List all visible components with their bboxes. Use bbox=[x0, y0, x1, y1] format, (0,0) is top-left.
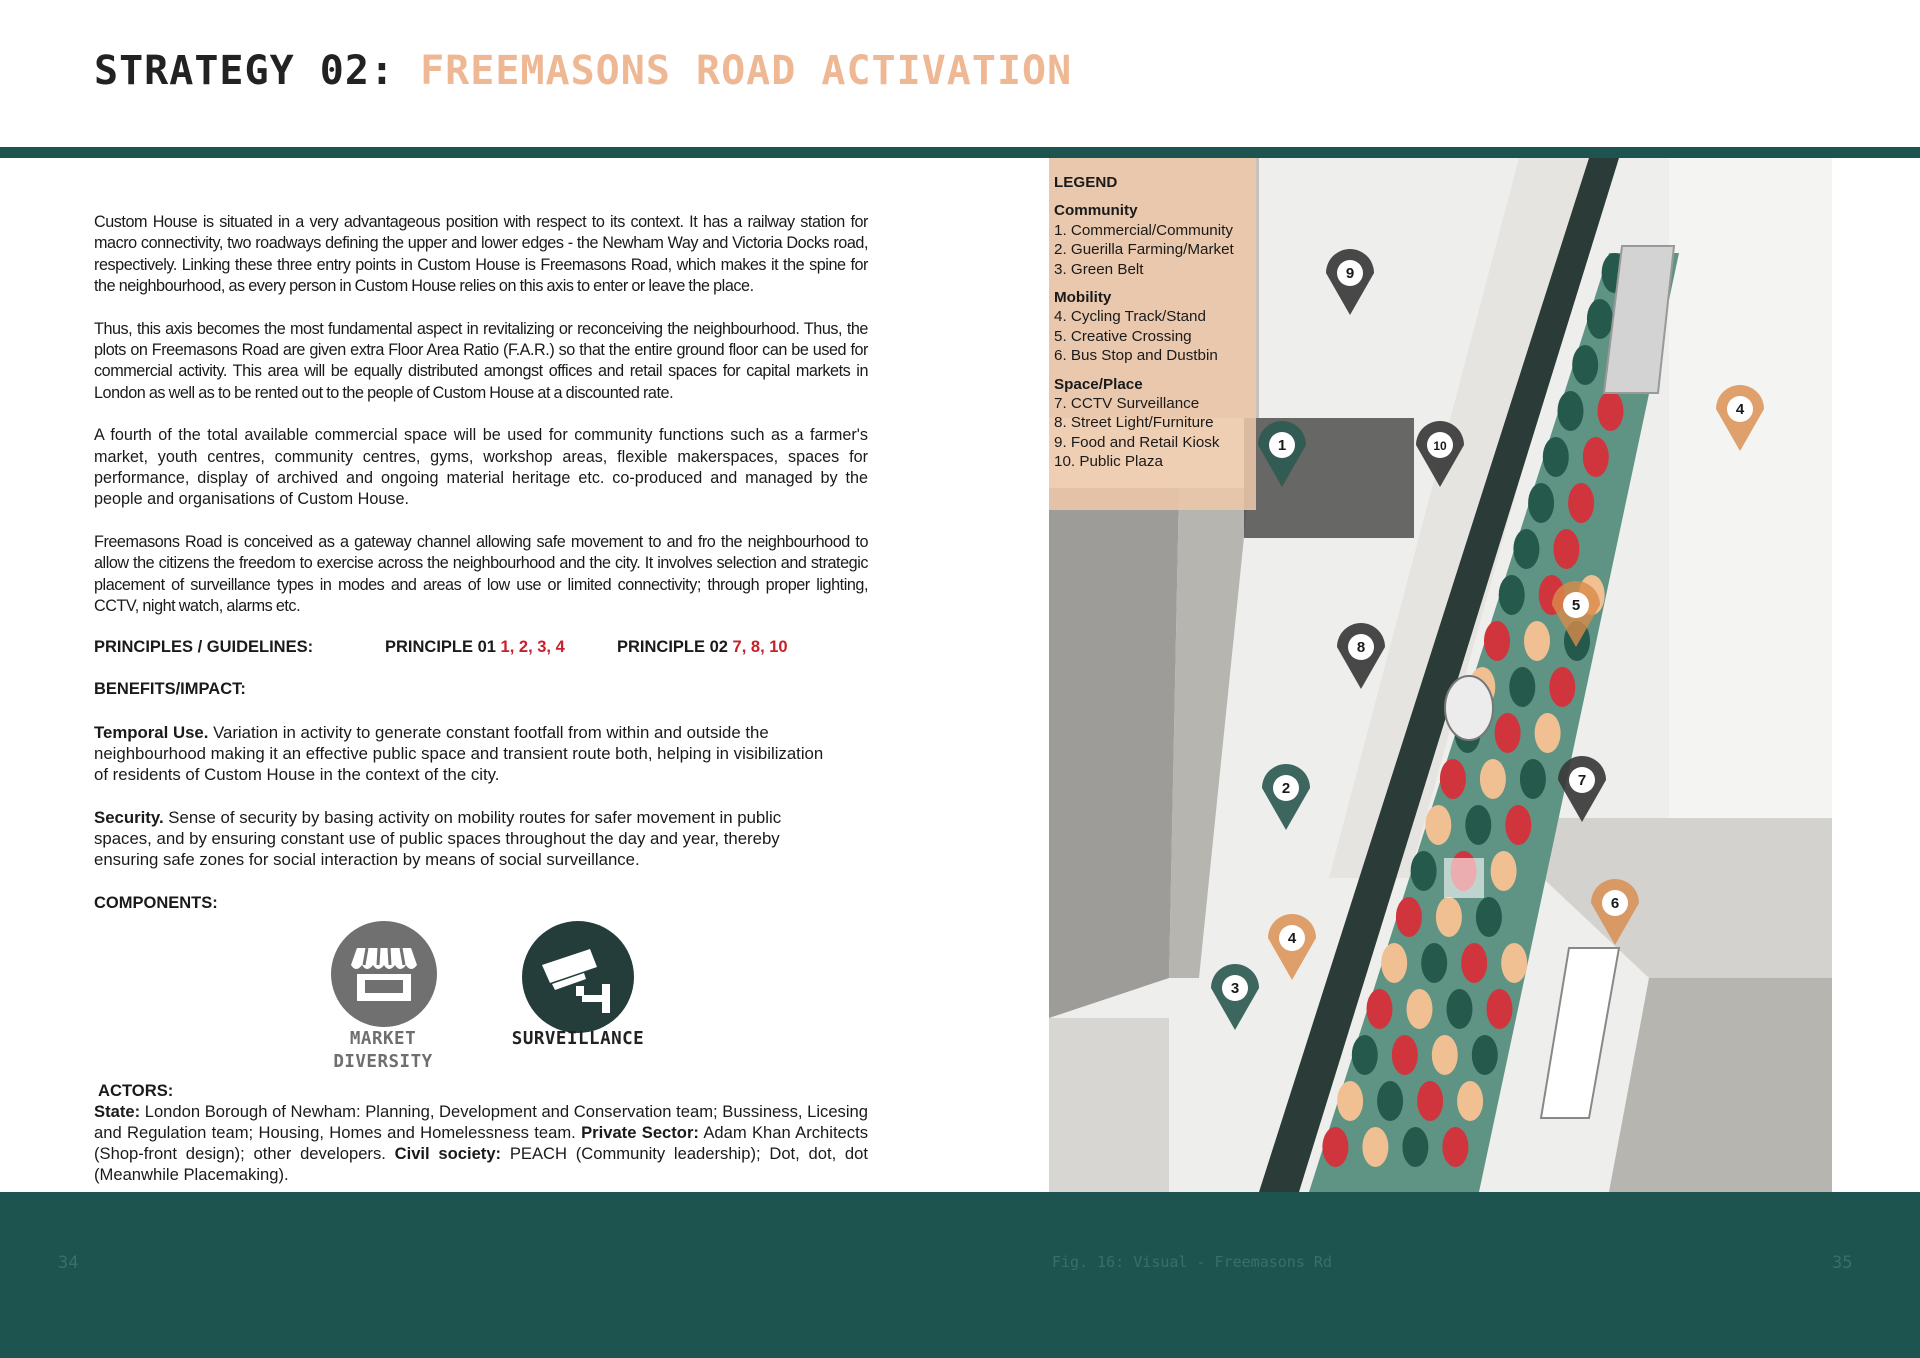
road-dot bbox=[1587, 299, 1613, 339]
road-dot bbox=[1476, 897, 1502, 937]
market-stall-icon bbox=[331, 921, 437, 1027]
page-number-right: 35 bbox=[1832, 1253, 1853, 1273]
map-marker-label: 2 bbox=[1281, 780, 1291, 797]
road-dot bbox=[1367, 989, 1393, 1029]
road-dot bbox=[1499, 575, 1525, 615]
road-dot bbox=[1402, 1127, 1428, 1167]
road-dot bbox=[1425, 805, 1451, 845]
road-dot bbox=[1598, 391, 1624, 431]
actors-heading: ACTORS: bbox=[98, 1081, 174, 1100]
market-label-line-1: MARKET bbox=[349, 1029, 417, 1049]
map-marker-label: 3 bbox=[1230, 980, 1240, 997]
page-title bbox=[94, 48, 1072, 94]
surveillance-label: SURVEILLANCE bbox=[511, 1029, 645, 1049]
security-label: Security. bbox=[94, 808, 164, 827]
road-dot bbox=[1432, 1035, 1458, 1075]
principle-01 bbox=[385, 638, 565, 657]
body-paragraph: Custom House is situated in a very advantageous position with respect to its context. It has a railway station for macro connectivity, two roadways defining the upper and lower edges - the Newham Way and Victoria Docks road, respectively. Linking these three entry points in Custom House is Freemasons Road, which makes it the spine for the neighbourhood, as every person in Custom House relies on this axis to enter or leave the place. bbox=[94, 213, 868, 296]
map-marker-label: 8 bbox=[1356, 639, 1366, 656]
temporal-use-label: Temporal Use. bbox=[94, 723, 209, 742]
road-dot bbox=[1447, 989, 1473, 1029]
road-dot bbox=[1436, 897, 1462, 937]
road-dot bbox=[1583, 437, 1609, 477]
benefits-heading: BENEFITS/IMPACT: bbox=[94, 680, 246, 698]
road-dot bbox=[1417, 1081, 1443, 1121]
security-paragraph bbox=[94, 807, 824, 871]
road-dot bbox=[1543, 437, 1569, 477]
road-dot bbox=[1553, 529, 1579, 569]
road-dot bbox=[1505, 805, 1531, 845]
map-marker-label: 9 bbox=[1345, 265, 1355, 282]
map-marker-label: 5 bbox=[1571, 597, 1581, 614]
footer-bar bbox=[0, 1192, 1920, 1358]
road-dot bbox=[1472, 1035, 1498, 1075]
legend-title: LEGEND bbox=[1054, 174, 1118, 191]
body-text bbox=[94, 212, 868, 639]
actors-section bbox=[94, 1080, 868, 1185]
security-text: Sense of security by basing activity on mobility routes for safer movement in public spaces, and by ensuring constant use of public spaces throughout the day and year, thereby ensuring safe zones for social interaction by means of social surveillance. bbox=[94, 808, 782, 870]
figure-caption: Fig. 16: Visual - Freemasons Rd bbox=[1052, 1253, 1332, 1271]
road-dot bbox=[1487, 989, 1513, 1029]
legend-item: 4. Cycling Track/Stand bbox=[1054, 308, 1206, 326]
components-heading: COMPONENTS: bbox=[94, 894, 218, 912]
road-dot bbox=[1442, 1127, 1468, 1167]
legend-item: 7. CCTV Surveillance bbox=[1054, 395, 1200, 413]
body-paragraph: A fourth of the total available commercial space will be used for community functions such as a farmer's market, youth centres, community centres, gyms, workshop areas, flexible makerspaces, spaces for performance, display of archived and ongoing material heritage etc. co-produced and managed by the people and organisations of Custom House. bbox=[94, 426, 868, 509]
legend-item: 8. Street Light/Furniture bbox=[1054, 414, 1214, 432]
road-dot bbox=[1513, 529, 1539, 569]
principle-01-label: PRINCIPLE 01 bbox=[385, 638, 496, 656]
road-dot bbox=[1407, 989, 1433, 1029]
road-dot bbox=[1549, 667, 1575, 707]
road-dot bbox=[1440, 759, 1466, 799]
principle-02-label: PRINCIPLE 02 bbox=[617, 638, 728, 656]
road-dot bbox=[1465, 805, 1491, 845]
map-marker-label: 6 bbox=[1610, 895, 1620, 912]
road-dot bbox=[1520, 759, 1546, 799]
header-divider-bar bbox=[0, 147, 1920, 158]
legend-group-mobility: Mobility bbox=[1054, 289, 1112, 307]
road-dot bbox=[1381, 943, 1407, 983]
principle-02-values: 7, 8, 10 bbox=[732, 638, 788, 656]
road-dot bbox=[1568, 483, 1594, 523]
market-diversity-label bbox=[312, 1028, 454, 1074]
map-marker-label: 4 bbox=[1287, 930, 1297, 947]
legend-group-community: Community bbox=[1054, 202, 1138, 220]
map-marker-label: 1 bbox=[1277, 437, 1287, 454]
road-dot bbox=[1572, 345, 1598, 385]
road-dot bbox=[1337, 1081, 1363, 1121]
road-dot bbox=[1535, 713, 1561, 753]
civil-society-text: PEACH (Community leadership); Dot, dot, dot (Meanwhile Placemaking). bbox=[94, 1144, 868, 1184]
road-dot bbox=[1362, 1127, 1388, 1167]
road-dot bbox=[1421, 943, 1447, 983]
road-dot bbox=[1484, 621, 1510, 661]
legend-item: 10. Public Plaza bbox=[1054, 453, 1163, 471]
road-dot bbox=[1352, 1035, 1378, 1075]
legend-item: 1. Commercial/Community bbox=[1054, 221, 1233, 239]
road-dot bbox=[1411, 851, 1437, 891]
legend-item: 6. Bus Stop and Dustbin bbox=[1054, 347, 1218, 365]
map-marker-label: 4 bbox=[1735, 401, 1745, 418]
legend-item: 5. Creative Crossing bbox=[1054, 327, 1192, 345]
state-text: London Borough of Newham: Planning, Development and Conservation team; Bussiness, Licesing and Regulation team; Housing, Homes and Homelessness team. bbox=[94, 1102, 868, 1142]
road-dot bbox=[1491, 851, 1517, 891]
road-dot bbox=[1396, 897, 1422, 937]
temporal-use-text: Variation in activity to generate constant footfall from within and outside the neighbourhood making it an effective public space and transient route both, helping in visibilization of residents of Custom House in the context of the city. bbox=[94, 723, 824, 785]
legend-item: 3. Green Belt bbox=[1054, 260, 1144, 278]
road-dot bbox=[1528, 483, 1554, 523]
civil-society-label: Civil society: bbox=[394, 1144, 502, 1163]
principles-heading: PRINCIPLES / GUIDELINES: bbox=[94, 638, 314, 656]
actors-paragraph bbox=[94, 1101, 868, 1185]
state-label: State: bbox=[94, 1102, 141, 1121]
private-sector-label: Private Sector: bbox=[581, 1123, 699, 1142]
title-main: FREEMASONS ROAD ACTIVATION bbox=[420, 48, 1073, 94]
legend bbox=[1054, 173, 1234, 472]
private-sector-text: Adam Khan Architects (Shop-front design); other developers. bbox=[94, 1123, 868, 1163]
market-label-line-2: DIVERSITY bbox=[333, 1052, 433, 1072]
road-dot bbox=[1495, 713, 1521, 753]
road-dot bbox=[1501, 943, 1527, 983]
road-dot bbox=[1392, 1035, 1418, 1075]
cctv-camera-icon bbox=[522, 921, 634, 1033]
map-marker-label: 7 bbox=[1577, 772, 1587, 789]
body-paragraph: Thus, this axis becomes the most fundamental aspect in revitalizing or reconceiving the neighbourhood. Thus, the plots on Freemasons Road are given extra Floor Area Ratio (F.A.R.) so that the entire ground floor can be used for commercial activity. This area will be equally distributed amongst offices and retail spaces for capital markets in London as well as to be rented out to the people of Custom House at a discounted rate. bbox=[94, 319, 868, 402]
road-dot bbox=[1524, 621, 1550, 661]
principle-02 bbox=[617, 638, 788, 657]
title-prefix: STRATEGY 02: bbox=[94, 48, 395, 94]
legend-item: 2. Guerilla Farming/Market bbox=[1054, 241, 1234, 259]
temporal-use-paragraph bbox=[94, 722, 824, 786]
principle-01-values: 1, 2, 3, 4 bbox=[500, 638, 565, 656]
road-dot bbox=[1480, 759, 1506, 799]
page-number-left: 34 bbox=[58, 1253, 79, 1273]
road-dot bbox=[1457, 1081, 1483, 1121]
legend-item: 9. Food and Retail Kiosk bbox=[1054, 433, 1220, 451]
legend-group-space-place: Space/Place bbox=[1054, 375, 1143, 393]
map-marker-label: 10 bbox=[1433, 439, 1447, 453]
road-dot bbox=[1322, 1127, 1348, 1167]
body-paragraph: Freemasons Road is conceived as a gateway channel allowing safe movement to and fro the neighbourhood to allow the citizens the freedom to exercise across the neighbourhood and the city. It involves selection and strategic placement of surveillance types in modes and areas of low use or limited connectivity; through proper lighting, CCTV, night watch, alarms etc. bbox=[94, 532, 868, 616]
road-dot bbox=[1377, 1081, 1403, 1121]
road-dot bbox=[1558, 391, 1584, 431]
road-dot bbox=[1509, 667, 1535, 707]
road-dot bbox=[1461, 943, 1487, 983]
